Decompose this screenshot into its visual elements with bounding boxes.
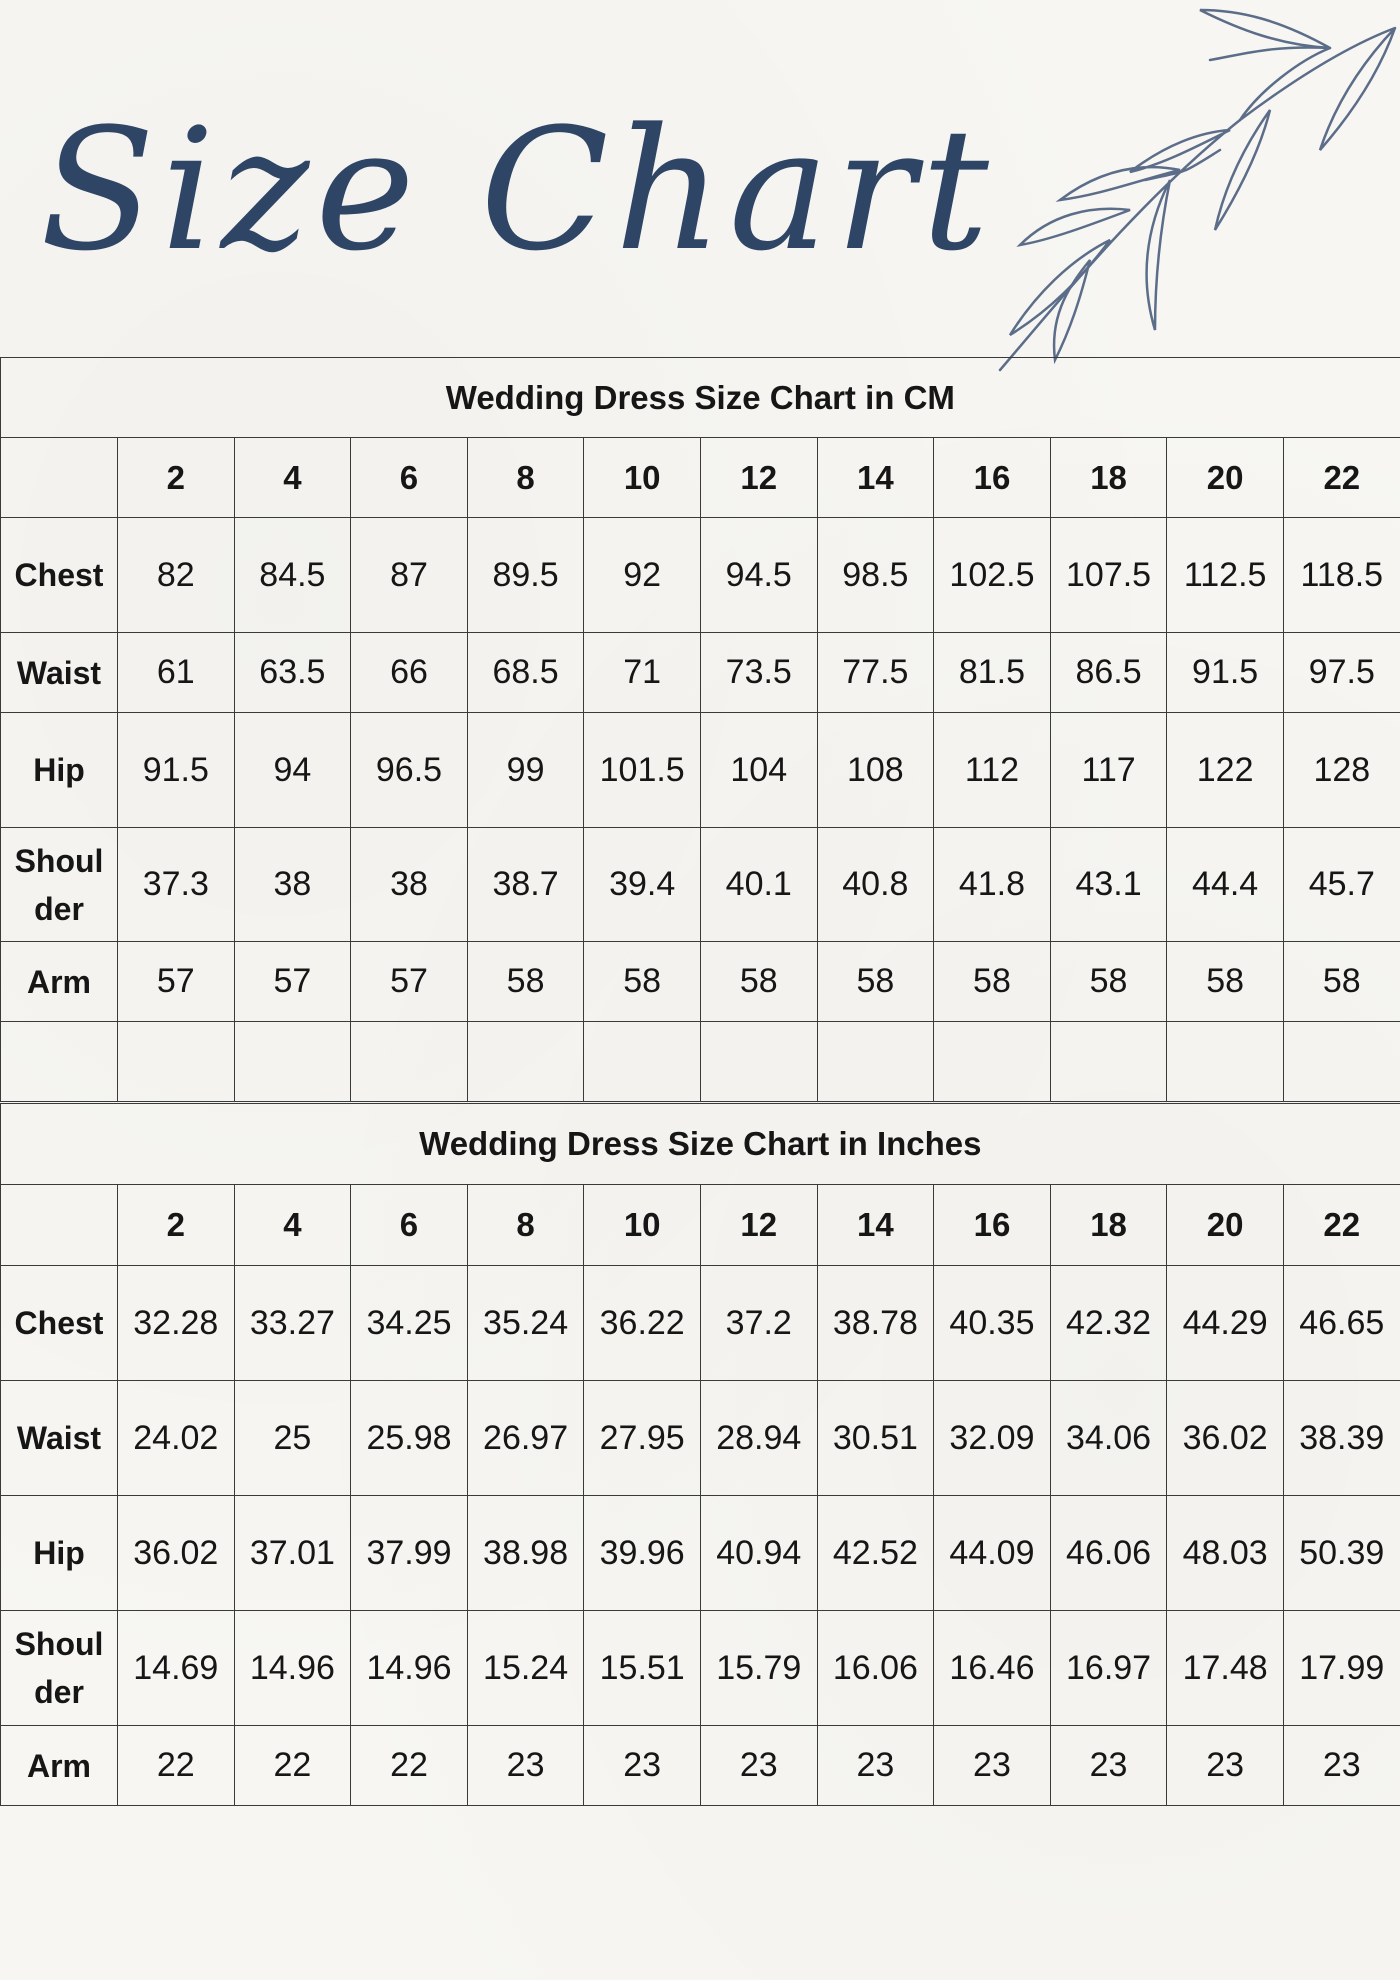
empty-cell	[351, 1022, 468, 1102]
inch-size-header-row	[1, 1185, 1400, 1266]
value-cell: 23	[1283, 1726, 1400, 1806]
value-cell: 44.4	[1167, 828, 1284, 942]
value-cell: 33.27	[234, 1266, 351, 1381]
size-header: 8	[467, 1185, 584, 1266]
value-cell: 58	[584, 942, 701, 1022]
value-cell: 68.5	[467, 633, 584, 713]
measurement-label: Arm	[1, 1726, 118, 1806]
table-row	[1, 1381, 1400, 1496]
table-row	[1, 1496, 1400, 1611]
value-cell: 22	[351, 1726, 468, 1806]
value-cell: 22	[234, 1726, 351, 1806]
value-cell: 122	[1167, 713, 1284, 828]
value-cell: 17.99	[1283, 1611, 1400, 1726]
size-header: 22	[1283, 438, 1400, 518]
value-cell: 94.5	[700, 518, 817, 633]
size-header: 18	[1050, 1185, 1167, 1266]
value-cell: 15.24	[467, 1611, 584, 1726]
value-cell: 36.02	[118, 1496, 235, 1611]
empty-cell	[584, 1022, 701, 1102]
value-cell: 16.46	[934, 1611, 1051, 1726]
measurement-label: Waist	[1, 1381, 118, 1496]
table-row	[1, 518, 1400, 633]
empty-cell	[817, 1022, 934, 1102]
measurement-label: Hip	[1, 1496, 118, 1611]
value-cell: 91.5	[1167, 633, 1284, 713]
value-cell: 23	[584, 1726, 701, 1806]
value-cell: 40.94	[700, 1496, 817, 1611]
value-cell: 24.02	[118, 1381, 235, 1496]
size-header: 14	[817, 1185, 934, 1266]
table-row	[1, 633, 1400, 713]
size-header: 16	[934, 1185, 1051, 1266]
size-header: 12	[700, 438, 817, 518]
inch-size-table	[0, 1103, 1400, 1806]
value-cell: 58	[700, 942, 817, 1022]
value-cell: 37.99	[351, 1496, 468, 1611]
value-cell: 57	[351, 942, 468, 1022]
size-header: 22	[1283, 1185, 1400, 1266]
value-cell: 14.96	[351, 1611, 468, 1726]
value-cell: 57	[118, 942, 235, 1022]
value-cell: 25	[234, 1381, 351, 1496]
value-cell: 117	[1050, 713, 1167, 828]
value-cell: 23	[1167, 1726, 1284, 1806]
value-cell: 102.5	[934, 518, 1051, 633]
value-cell: 112	[934, 713, 1051, 828]
value-cell: 89.5	[467, 518, 584, 633]
value-cell: 38	[234, 828, 351, 942]
value-cell: 61	[118, 633, 235, 713]
value-cell: 40.35	[934, 1266, 1051, 1381]
table-row	[1, 713, 1400, 828]
size-header: 4	[234, 1185, 351, 1266]
size-header: 6	[351, 438, 468, 518]
size-header: 10	[584, 1185, 701, 1266]
value-cell: 58	[1050, 942, 1167, 1022]
inch-table-title: Wedding Dress Size Chart in Inches	[1, 1104, 1400, 1185]
value-cell: 32.09	[934, 1381, 1051, 1496]
value-cell: 23	[700, 1726, 817, 1806]
value-cell: 101.5	[584, 713, 701, 828]
value-cell: 28.94	[700, 1381, 817, 1496]
value-cell: 22	[118, 1726, 235, 1806]
size-header: 20	[1167, 1185, 1284, 1266]
value-cell: 40.8	[817, 828, 934, 942]
value-cell: 36.02	[1167, 1381, 1284, 1496]
value-cell: 37.2	[700, 1266, 817, 1381]
value-cell: 42.32	[1050, 1266, 1167, 1381]
value-cell: 91.5	[118, 713, 235, 828]
value-cell: 16.06	[817, 1611, 934, 1726]
size-header: 14	[817, 438, 934, 518]
value-cell: 37.01	[234, 1496, 351, 1611]
value-cell: 34.06	[1050, 1381, 1167, 1496]
value-cell: 82	[118, 518, 235, 633]
measurement-label: Chest	[1, 1266, 118, 1381]
value-cell: 128	[1283, 713, 1400, 828]
value-cell: 38.98	[467, 1496, 584, 1611]
value-cell: 23	[1050, 1726, 1167, 1806]
value-cell: 96.5	[351, 713, 468, 828]
value-cell: 58	[467, 942, 584, 1022]
value-cell: 58	[817, 942, 934, 1022]
empty-cell	[118, 1022, 235, 1102]
size-header: 2	[118, 438, 235, 518]
value-cell: 46.65	[1283, 1266, 1400, 1381]
table-row	[1, 942, 1400, 1022]
value-cell: 38.78	[817, 1266, 934, 1381]
empty-cell	[1167, 1022, 1284, 1102]
size-header: 4	[234, 438, 351, 518]
leaf-branch-illustration	[940, 0, 1400, 380]
value-cell: 45.7	[1283, 828, 1400, 942]
value-cell: 39.96	[584, 1496, 701, 1611]
value-cell: 81.5	[934, 633, 1051, 713]
value-cell: 14.69	[118, 1611, 235, 1726]
value-cell: 17.48	[1167, 1611, 1284, 1726]
value-cell: 112.5	[1167, 518, 1284, 633]
value-cell: 26.97	[467, 1381, 584, 1496]
value-cell: 46.06	[1050, 1496, 1167, 1611]
value-cell: 86.5	[1050, 633, 1167, 713]
value-cell: 38	[351, 828, 468, 942]
value-cell: 16.97	[1050, 1611, 1167, 1726]
table-row	[1, 1611, 1400, 1726]
value-cell: 108	[817, 713, 934, 828]
value-cell: 35.24	[467, 1266, 584, 1381]
header-corner-cell	[1, 1185, 118, 1266]
value-cell: 107.5	[1050, 518, 1167, 633]
value-cell: 27.95	[584, 1381, 701, 1496]
value-cell: 38.39	[1283, 1381, 1400, 1496]
cm-table-title: Wedding Dress Size Chart in CM	[1, 358, 1400, 438]
value-cell: 15.79	[700, 1611, 817, 1726]
value-cell: 34.25	[351, 1266, 468, 1381]
empty-cell	[234, 1022, 351, 1102]
size-header: 20	[1167, 438, 1284, 518]
table-row	[1, 1726, 1400, 1806]
value-cell: 44.09	[934, 1496, 1051, 1611]
value-cell: 84.5	[234, 518, 351, 633]
size-header: 18	[1050, 438, 1167, 518]
empty-cell	[1283, 1022, 1400, 1102]
measurement-label: Waist	[1, 633, 118, 713]
empty-cell	[1, 1022, 118, 1102]
value-cell: 23	[817, 1726, 934, 1806]
cm-size-header-row	[1, 438, 1400, 518]
value-cell: 97.5	[1283, 633, 1400, 713]
value-cell: 38.7	[467, 828, 584, 942]
empty-row	[1, 1022, 1400, 1102]
size-header: 8	[467, 438, 584, 518]
empty-cell	[1050, 1022, 1167, 1102]
value-cell: 118.5	[1283, 518, 1400, 633]
value-cell: 14.96	[234, 1611, 351, 1726]
empty-cell	[467, 1022, 584, 1102]
measurement-label: Hip	[1, 713, 118, 828]
value-cell: 58	[1167, 942, 1284, 1022]
value-cell: 30.51	[817, 1381, 934, 1496]
size-header: 12	[700, 1185, 817, 1266]
value-cell: 77.5	[817, 633, 934, 713]
cm-size-table	[0, 357, 1400, 1102]
page-title: Size Chart	[40, 92, 995, 288]
value-cell: 41.8	[934, 828, 1051, 942]
value-cell: 40.1	[700, 828, 817, 942]
empty-cell	[700, 1022, 817, 1102]
value-cell: 23	[934, 1726, 1051, 1806]
value-cell: 37.3	[118, 828, 235, 942]
value-cell: 43.1	[1050, 828, 1167, 942]
value-cell: 50.39	[1283, 1496, 1400, 1611]
size-header: 2	[118, 1185, 235, 1266]
value-cell: 66	[351, 633, 468, 713]
value-cell: 44.29	[1167, 1266, 1284, 1381]
value-cell: 94	[234, 713, 351, 828]
size-header: 10	[584, 438, 701, 518]
value-cell: 58	[1283, 942, 1400, 1022]
value-cell: 15.51	[584, 1611, 701, 1726]
table-row	[1, 1266, 1400, 1381]
value-cell: 48.03	[1167, 1496, 1284, 1611]
value-cell: 87	[351, 518, 468, 633]
header-corner-cell	[1, 438, 118, 518]
measurement-label: Shoul der	[1, 828, 118, 942]
measurement-label: Shoul der	[1, 1611, 118, 1726]
value-cell: 92	[584, 518, 701, 633]
value-cell: 42.52	[817, 1496, 934, 1611]
value-cell: 57	[234, 942, 351, 1022]
size-header: 16	[934, 438, 1051, 518]
value-cell: 58	[934, 942, 1051, 1022]
value-cell: 99	[467, 713, 584, 828]
measurement-label: Arm	[1, 942, 118, 1022]
value-cell: 71	[584, 633, 701, 713]
measurement-label: Chest	[1, 518, 118, 633]
value-cell: 104	[700, 713, 817, 828]
value-cell: 39.4	[584, 828, 701, 942]
value-cell: 63.5	[234, 633, 351, 713]
value-cell: 73.5	[700, 633, 817, 713]
value-cell: 32.28	[118, 1266, 235, 1381]
empty-cell	[934, 1022, 1051, 1102]
value-cell: 23	[467, 1726, 584, 1806]
value-cell: 98.5	[817, 518, 934, 633]
value-cell: 36.22	[584, 1266, 701, 1381]
value-cell: 25.98	[351, 1381, 468, 1496]
size-header: 6	[351, 1185, 468, 1266]
table-row	[1, 828, 1400, 942]
